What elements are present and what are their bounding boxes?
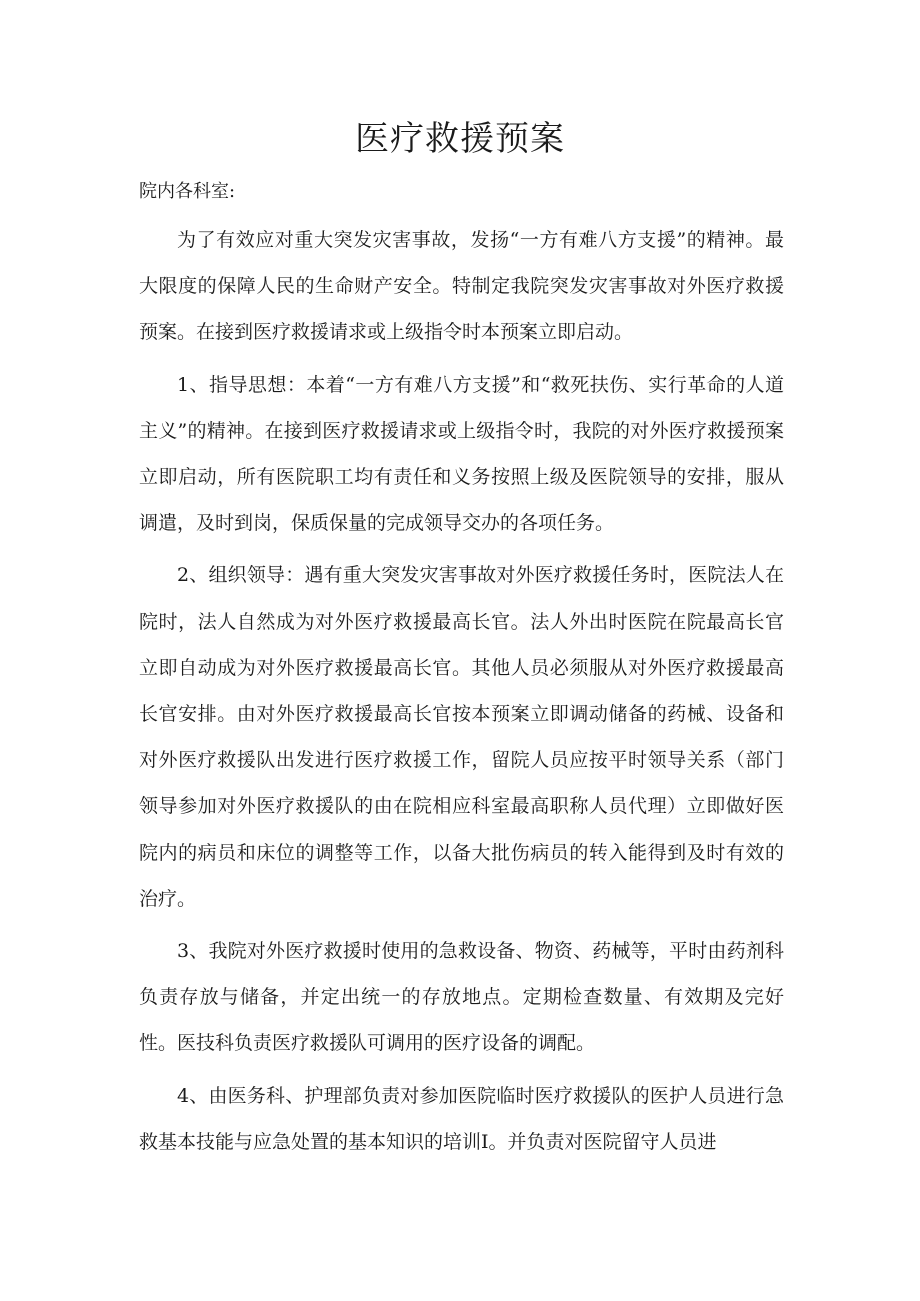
- paragraph-equipment-storage: 3、我院对外医疗救援时使用的急救设备、物资、药械等，平时由药剂科负责存放与储备，并定出统一的存放地点。定期检查数量、有效期及完好性。医技科负责医疗救援队可调用的医疗设备的调配。: [139, 940, 784, 1055]
- paragraph-organization-leadership: 2、组织领导：遇有重大突发灾害事故对外医疗救援任务时，医院法人在院时，法人自然成为对外医疗救援最高长官。法人外出时医院在院最高长官立即自动成为对外医疗救援最高长官。其他人员必须服从对外医疗救援最高长官安排。由对外医疗救援最高长官按本预案立即调动储备的药械、设备和对外医疗救援队出发进行医疗救援工作，留院人员应按平时领导关系（部门领导参加对外医疗救援队的由在院相应科室最高职称人员代理）立即做好医院内的病员和床位的调整等工作，以备大批伤病员的转入能得到及时有效的治疗。: [139, 564, 784, 910]
- paragraph-training: 4、由医务科、护理部负责对参加医院临时医疗救援队的医护人员进行急救基本技能与应急处置的基本知识的培训I。并负责对医院留守人员进: [139, 1084, 784, 1153]
- document-title: 医疗救援预案: [355, 119, 565, 159]
- paragraph-intro: 为了有效应对重大突发灾害事故，发扬“一方有难八方支援”的精神。最大限度的保障人民的生命财产安全。特制定我院突发灾害事故对外医疗救援预案。在接到医疗救援请求或上级指令时本预案立即启动。: [139, 229, 784, 344]
- salutation: 院内各科室:: [139, 181, 236, 202]
- document-body: [139, 217, 784, 1171]
- paragraph-guiding-principle: 1、指导思想：本着“一方有难八方支援”和“救死扶伤、实行革命的人道主义”的精神。在接到医疗救援请求或上级指令时，我院的对外医疗救援预案立即启动，所有医院职工均有责任和义务按照上级及医院领导的安排，服从调遣，及时到岗，保质保量的完成领导交办的各项任务。: [139, 373, 784, 535]
